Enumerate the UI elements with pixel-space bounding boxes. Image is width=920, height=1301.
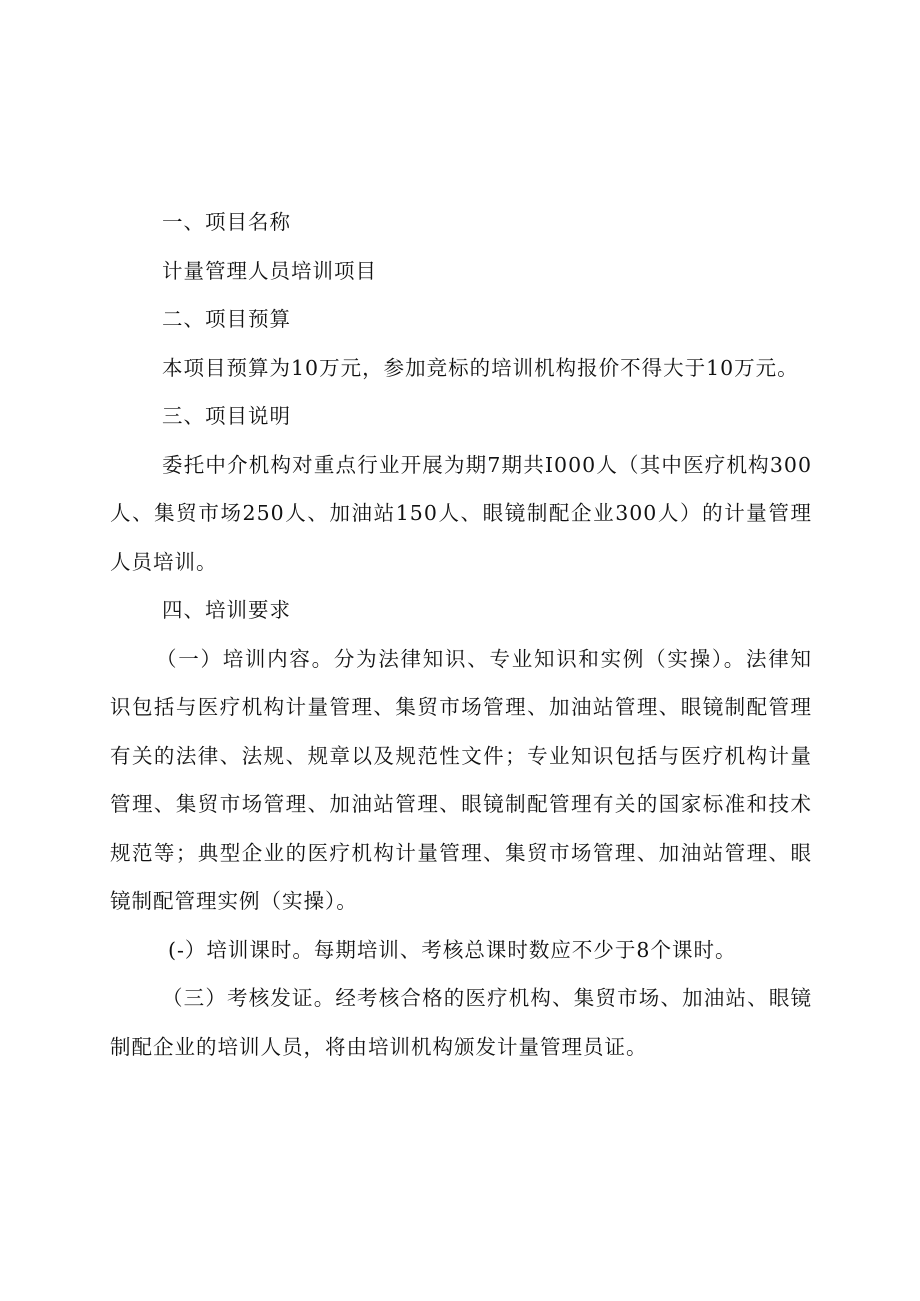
project-name: 计量管理人员培训项目 <box>162 258 377 283</box>
budget-text: 本项目预算为10万元，参加竞标的培训机构报价不得大于10万元。 <box>162 355 799 380</box>
heading-project-name: 一、项目名称 <box>162 210 291 234</box>
heading-requirements: 四、培训要求 <box>162 598 291 622</box>
heading-budget: 二、项目预算 <box>162 307 291 331</box>
document-body <box>110 198 812 1071</box>
description-text: 委托中介机构对重点行业开展为期7期共I000人（其中医疗机构300人、集贸市场250人、加油站150人、眼镜制配企业300人）的计量管理人员培训。 <box>110 452 812 574</box>
req-content: （一）培训内容。分为法律知识、专业知识和实例（实操）。法律知识包括与医疗机构计量管理、集贸市场管理、加油站管理、眼镜制配管理有关的法律、法规、规章以及规范性文件；专业知识包括与医疗机构计量管理、集贸市场管理、加油站管理、眼镜制配管理有关的国家标准和技术规范等；典型企业的医疗机构计量管理、集贸市场管理、加油站管理、眼镜制配管理实例（实操）。 <box>110 646 812 913</box>
req-cert: （三）考核发证。经考核合格的医疗机构、集贸市场、加油站、眼镜制配企业的培训人员，将由培训机构颁发计量管理员证。 <box>110 986 812 1059</box>
heading-description: 三、项目说明 <box>162 404 291 428</box>
req-hours: (-）培训课时。每期培训、考核总课时数应不少于8个课时。 <box>168 937 737 962</box>
